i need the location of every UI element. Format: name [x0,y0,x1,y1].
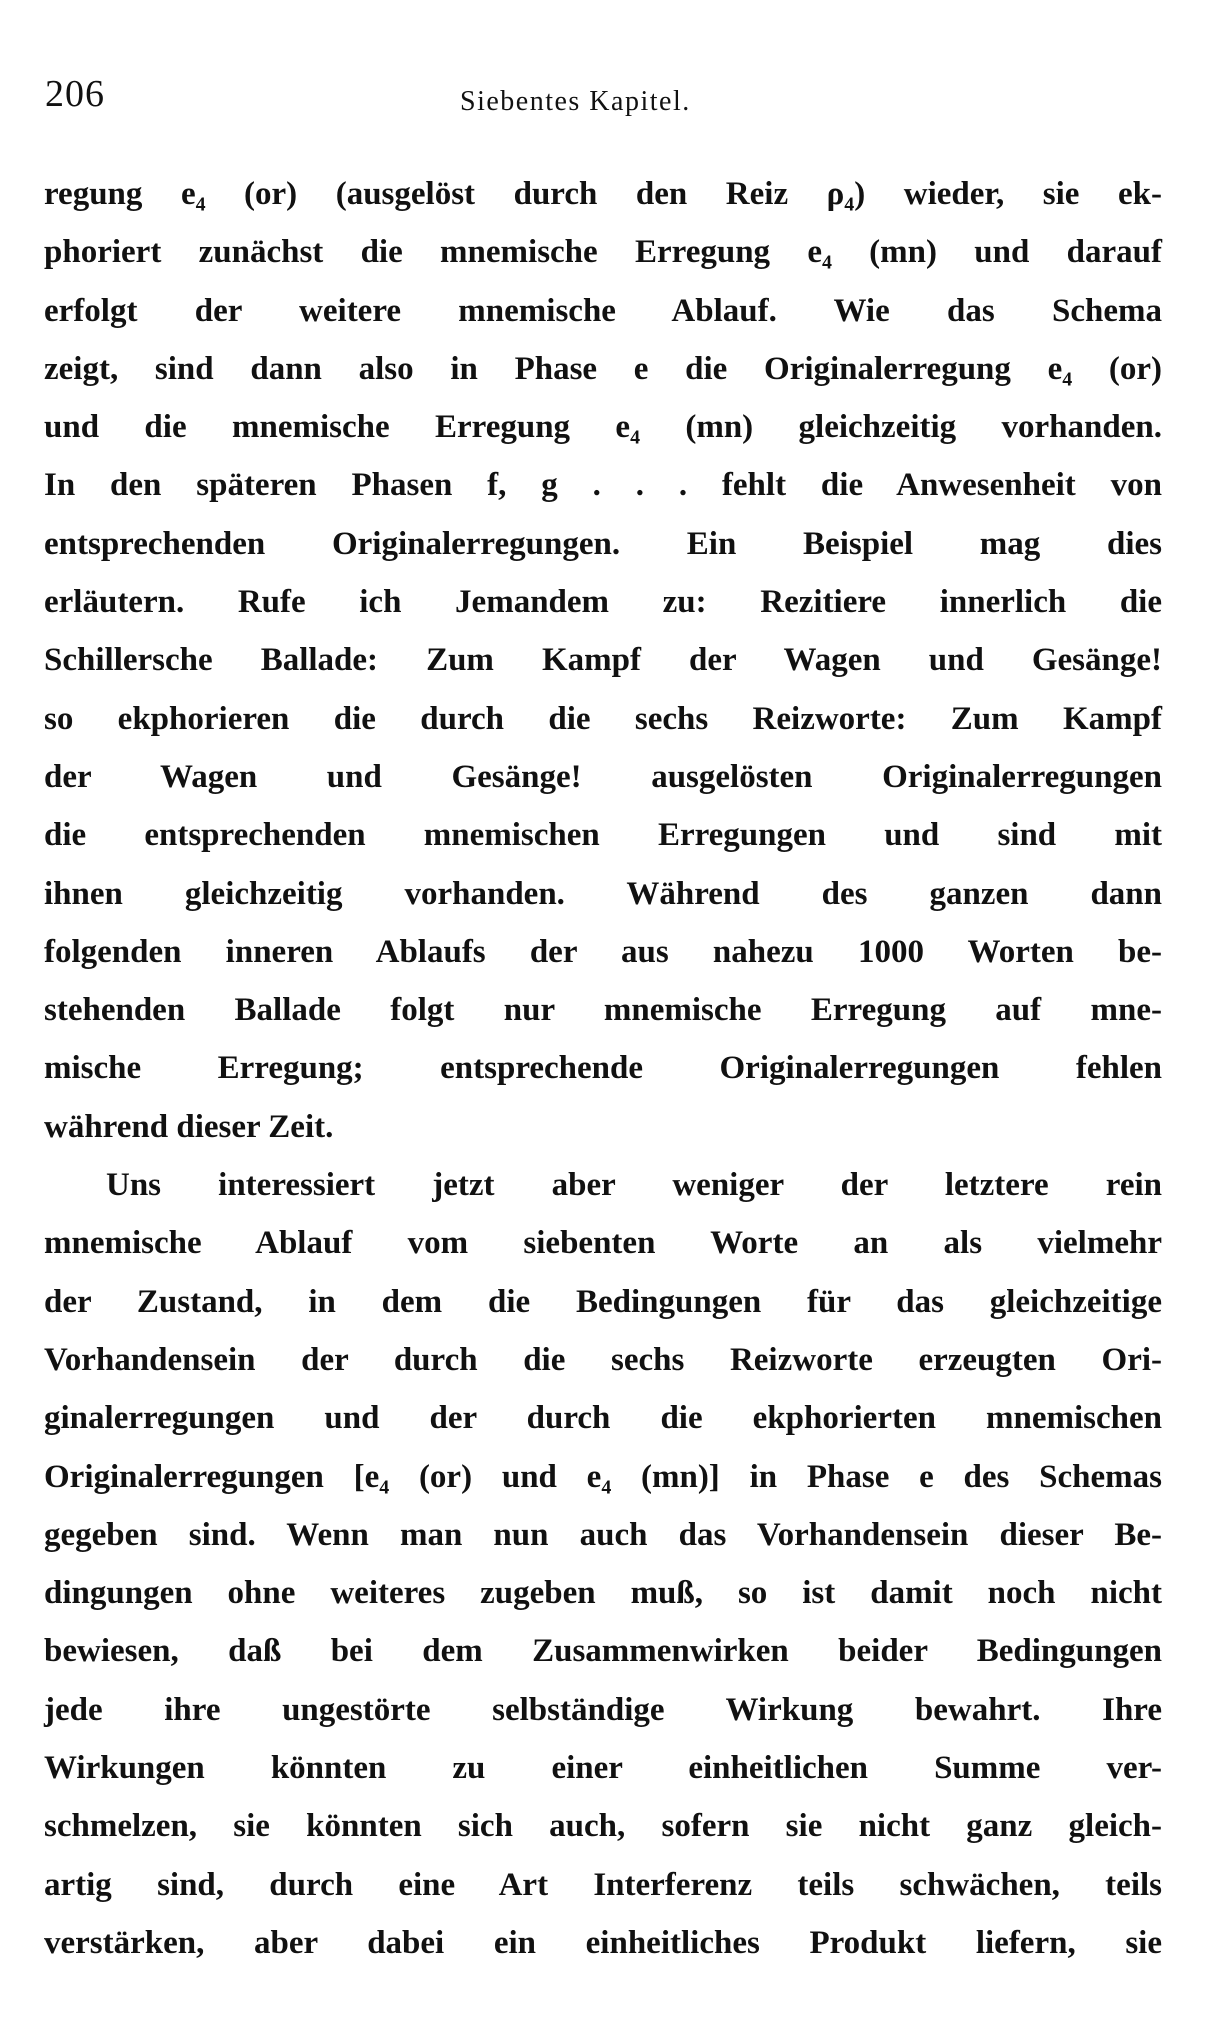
text-line: erläutern. Rufe ich Jemandem zu: Rezitiere innerlich die [44,584,1162,621]
text-line: schmelzen, sie könnten sich auch, sofern sie nicht ganz gleich- [44,1808,1162,1845]
text-line: dingungen ohne weiteres zugeben muß, so ist damit noch nicht [44,1575,1162,1612]
text-line: phoriert zunächst die mnemische Erregung e₄ (mn) und darauf [44,234,1162,271]
text-line: stehenden Ballade folgt nur mnemische Erregung auf mne- [44,992,1162,1029]
running-head: Siebentes Kapitel. [460,86,691,117]
text-line: erfolgt der weitere mnemische Ablauf. Wie das Schema [44,292,1162,329]
text-line: gegeben sind. Wenn man nun auch das Vorhandensein dieser Be- [44,1516,1162,1553]
text-line: mische Erregung; entsprechende Originalerregungen fehlen [44,1050,1162,1087]
text-line: ginalerregungen und der durch die ekphorierten mnemischen [44,1400,1162,1437]
text-line: Uns interessiert jetzt aber weniger der letztere rein [106,1167,1162,1204]
text-line: regung e₄ (or) (ausgelöst durch den Reiz ρ₄) wieder, sie ek- [44,176,1162,212]
text-line: die entsprechenden mnemischen Erregungen und sind mit [44,817,1162,854]
text-line: so ekphorieren die durch die sechs Reizworte: Zum Kampf [44,700,1162,737]
text-line: Wirkungen könnten zu einer einheitlichen Summe ver- [44,1750,1162,1787]
text-line: Schillersche Ballade: Zum Kampf der Wagen und Gesänge! [44,642,1162,679]
text-line: und die mnemische Erregung e₄ (mn) gleichzeitig vorhanden. [44,409,1162,446]
text-line: Originalerregungen [e₄ (or) und e₄ (mn)] in Phase e des Schemas [44,1458,1162,1495]
text-line: bewiesen, daß bei dem Zusammenwirken beider Bedingungen [44,1633,1162,1670]
text-line: der Wagen und Gesänge! ausgelösten Originalerregungen [44,758,1162,795]
text-line: der Zustand, in dem die Bedingungen für das gleichzeitige [44,1283,1162,1320]
text-line: während dieser Zeit. [44,1108,334,1145]
text-line: In den späteren Phasen f, g . . . fehlt die Anwesenheit von [44,467,1162,504]
text-line: entsprechenden Originalerregungen. Ein Beispiel mag dies [44,525,1162,562]
text-line: artig sind, durch eine Art Interferenz teils schwächen, teils [44,1866,1162,1903]
text-line: mnemische Ablauf vom siebenten Worte an als vielmehr [44,1225,1162,1262]
page-number: 206 [45,73,105,115]
text-line: zeigt, sind dann also in Phase e die Originalerregung e₄ (or) [44,350,1162,387]
text-line: Vorhandensein der durch die sechs Reizworte erzeugten Ori- [44,1341,1162,1378]
body-text [44,165,1162,1972]
text-line: jede ihre ungestörte selbständige Wirkung bewahrt. Ihre [44,1691,1162,1728]
text-line: folgenden inneren Ablaufs der aus nahezu 1000 Worten be- [44,933,1162,970]
text-line: verstärken, aber dabei ein einheitliches Produkt liefern, sie [44,1924,1162,1961]
text-line: ihnen gleichzeitig vorhanden. Während des ganzen dann [44,875,1162,912]
